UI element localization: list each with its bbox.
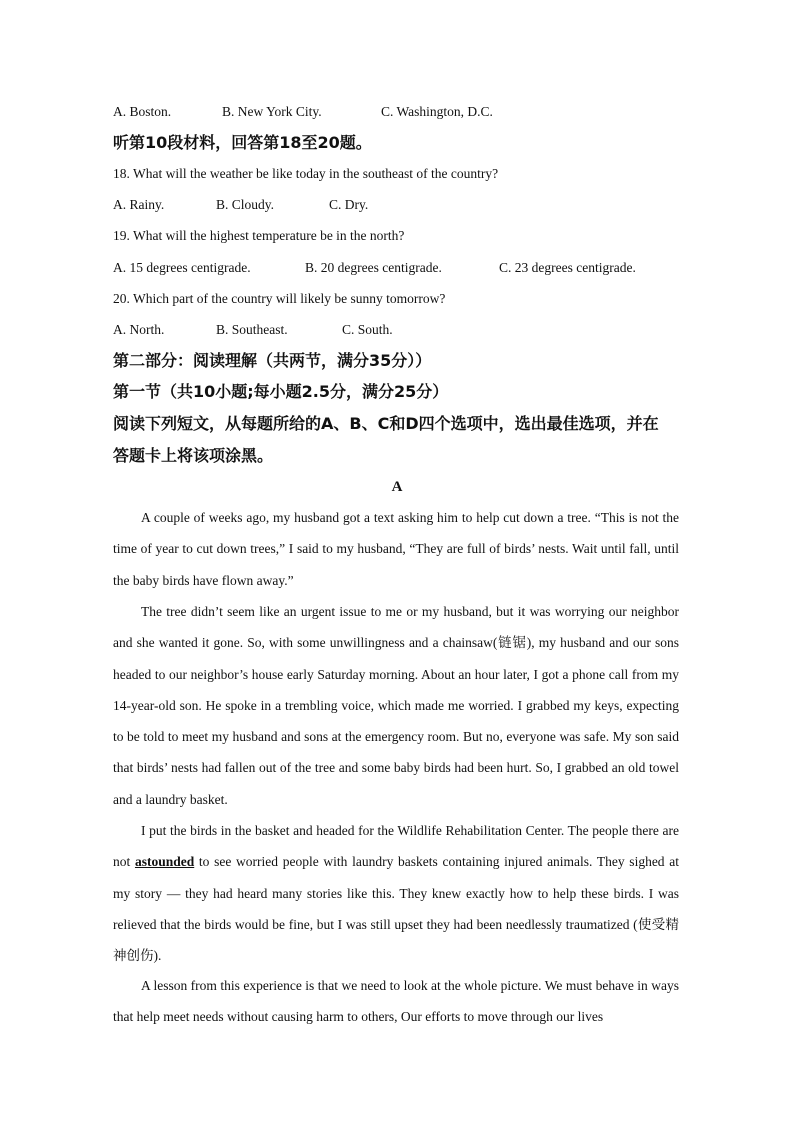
underlined-keyword: astounded	[134, 854, 195, 870]
question-20: 20. Which part of the country will likely be sunny tomorrow?	[113, 291, 446, 306]
q19-option-a: A. 15 degrees centigrade.	[113, 260, 251, 275]
passage-paragraph-4: A lesson from this experience is that we need to look at the whole picture. We must behave in ways that help meet needs without causing harm to others, Our efforts to move through our lives	[113, 978, 679, 1025]
passage-paragraph-3	[113, 815, 679, 971]
q18-option-b: B. Cloudy.	[216, 197, 275, 212]
section-1-heading: 第一节（共10小题;每小题2.5分，满分25分）	[113, 382, 449, 401]
paragraph-3-text-after: to see worried people with laundry baskets containing injured animals. They sighed at my story — they had heard many stories like this. They knew exactly how to help these birds. I was relieved that the birds would be fine, but I was still upset they had been needlessly traumatized (使受精神创伤).	[113, 854, 679, 964]
part-2-heading: 第二部分：阅读理解（共两节，满分35分））	[113, 351, 432, 370]
passage-paragraph-2: The tree didn’t seem like an urgent issue to me or my husband, but it was worrying our neighbor and she wanted it gone. So, with some unwillingness and a chainsaw(链锯), my husband and our sons headed to our neighbor’s house early Saturday morning. About an hour later, I got a phone call from my 14-year-old son. He spoke in a trembling voice, which made me worried. I grabbed my keys, expecting to be told to meet my husband and sons at the emergency room. But no, everyone was safe. My son said that birds’ nests had fallen out of the tree and some baby birds had been hurt. So, I grabbed an old towel and a laundry basket.	[113, 604, 679, 807]
q17-option-c: C. Washington, D.C.	[381, 104, 493, 119]
q20-option-c: C. South.	[342, 322, 393, 337]
instructions-line-2: 答题卡上将该项涂黑。	[113, 446, 274, 465]
q17-option-a: A. Boston.	[113, 104, 172, 119]
q17-option-b: B. New York City.	[222, 104, 322, 119]
paragraph-3-text-before: I put the birds in the basket and headed for the Wildlife Rehabilitation Center. The people there are not	[113, 823, 679, 870]
question-19: 19. What will the highest temperature be in the north?	[113, 228, 405, 243]
section-10-heading: 听第10段材料，回答第18至20题。	[113, 133, 372, 152]
q19-option-c: C. 23 degrees centigrade.	[499, 260, 636, 275]
q20-option-b: B. Southeast.	[216, 322, 288, 337]
q20-option-a: A. North.	[113, 322, 165, 337]
q19-option-b: B. 20 degrees centigrade.	[305, 260, 442, 275]
question-18: 18. What will the weather be like today in the southeast of the country?	[113, 166, 499, 181]
instructions-line-1: 阅读下列短文，从每题所给的A、B、C和D四个选项中，选出最佳选项，并在	[113, 414, 659, 433]
q18-option-c: C. Dry.	[329, 197, 369, 212]
q18-option-a: A. Rainy.	[113, 197, 165, 212]
passage-label: A	[391, 479, 403, 495]
passage-paragraph-1: A couple of weeks ago, my husband got a text asking him to help cut down a tree. “This is not the time of year to cut down trees,” I said to my husband, “They are full of birds’ nests. Wait until fall, until the baby birds have flown away.”	[113, 510, 679, 588]
